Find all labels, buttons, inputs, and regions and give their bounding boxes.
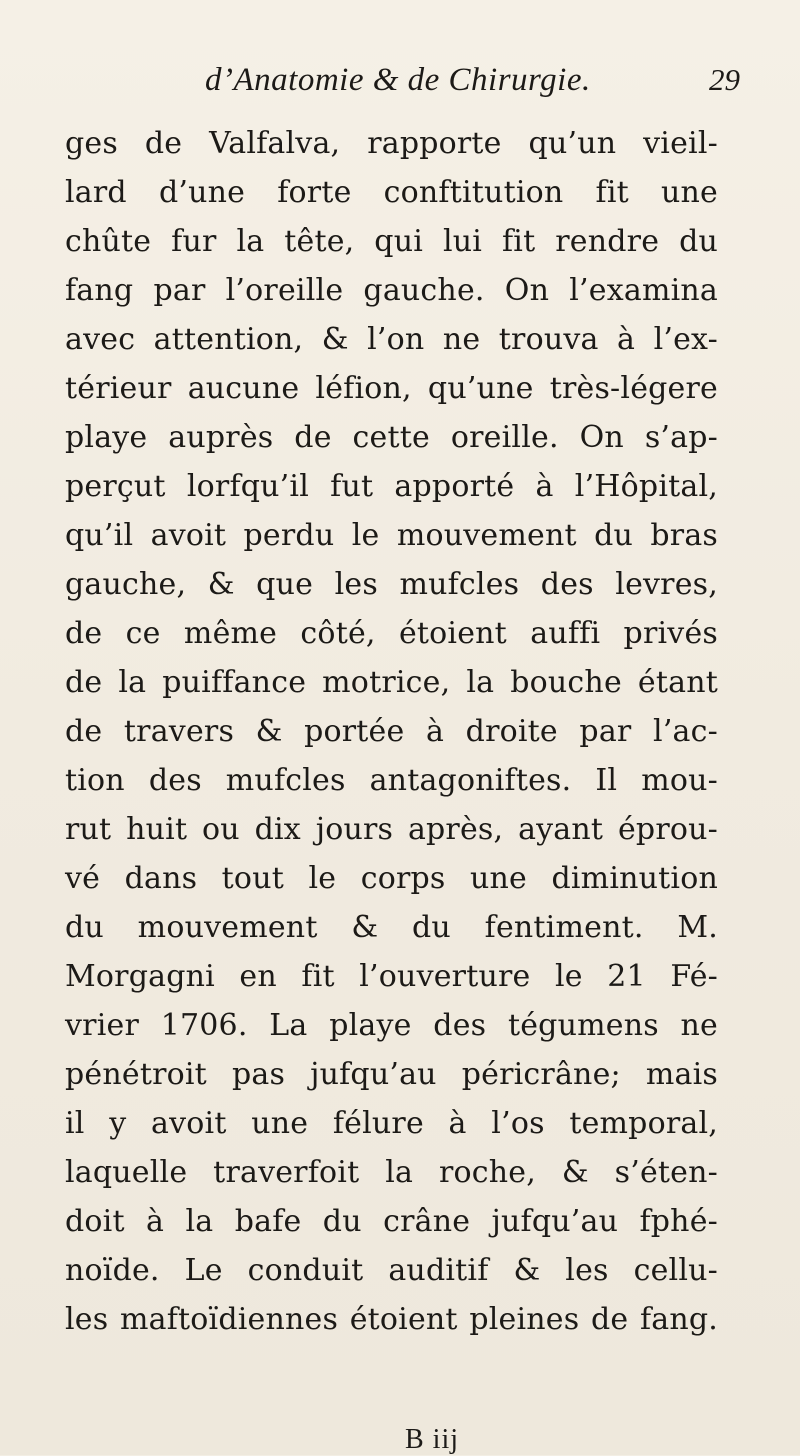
text-line: fang par l’oreille gauche. On l’examina — [65, 273, 718, 308]
text-line: Morgagni en fit l’ouverture le 21 Fé- — [65, 959, 718, 994]
text-line: doit à la bafe du crâne jufqu’au fphé- — [65, 1204, 718, 1239]
text-line: de la puiffance motrice, la bouche étant — [65, 665, 718, 700]
text-line: perçut lorfqu’il fut apporté à l’Hôpital, — [65, 469, 718, 504]
text-line: avec attention, & l’on ne trouva à l’ex- — [65, 322, 718, 357]
text-line: ges de Valfalva, rapporte qu’un vieil- — [65, 126, 718, 161]
text-line: gauche, & que les mufcles des levres, — [65, 567, 718, 602]
text-line: de travers & portée à droite par l’ac- — [65, 714, 718, 749]
text-line: les maftoïdiennes étoient pleines de fang. — [65, 1302, 718, 1337]
page-header — [60, 62, 740, 112]
page-number: 29 — [709, 62, 740, 97]
text-line: il y avoit une félure à l’os temporal, — [65, 1106, 718, 1141]
signature-mark: B iij — [405, 1424, 460, 1455]
text-line: laquelle traverfoit la roche, & s’éten- — [65, 1155, 718, 1190]
text-line: térieur aucune léfion, qu’une très-légere — [65, 371, 718, 406]
text-line: de ce même côté, étoient auffi privés — [65, 616, 718, 651]
text-line: pénétroit pas jufqu’au péricrâne; mais — [65, 1057, 718, 1092]
text-line: playe auprès de cette oreille. On s’ap- — [65, 420, 718, 455]
text-line: chûte fur la tête, qui lui fit rendre du — [65, 224, 718, 259]
text-line: du mouvement & du fentiment. M. — [65, 910, 718, 945]
text-line: vrier 1706. La playe des tégumens ne — [65, 1008, 718, 1043]
text-line: rut huit ou dix jours après, ayant éprou- — [65, 812, 718, 847]
text-line: noïde. Le conduit auditif & les cellu- — [65, 1253, 718, 1288]
text-line: lard d’une forte conftitution fit une — [65, 175, 718, 210]
text-line: vé dans tout le corps une diminution — [65, 861, 718, 896]
running-title: d’Anatomie & de Chirurgie. — [205, 62, 591, 98]
text-line: tion des mufcles antagoniftes. Il mou- — [65, 763, 718, 798]
text-line: qu’il avoit perdu le mouvement du bras — [65, 518, 718, 553]
